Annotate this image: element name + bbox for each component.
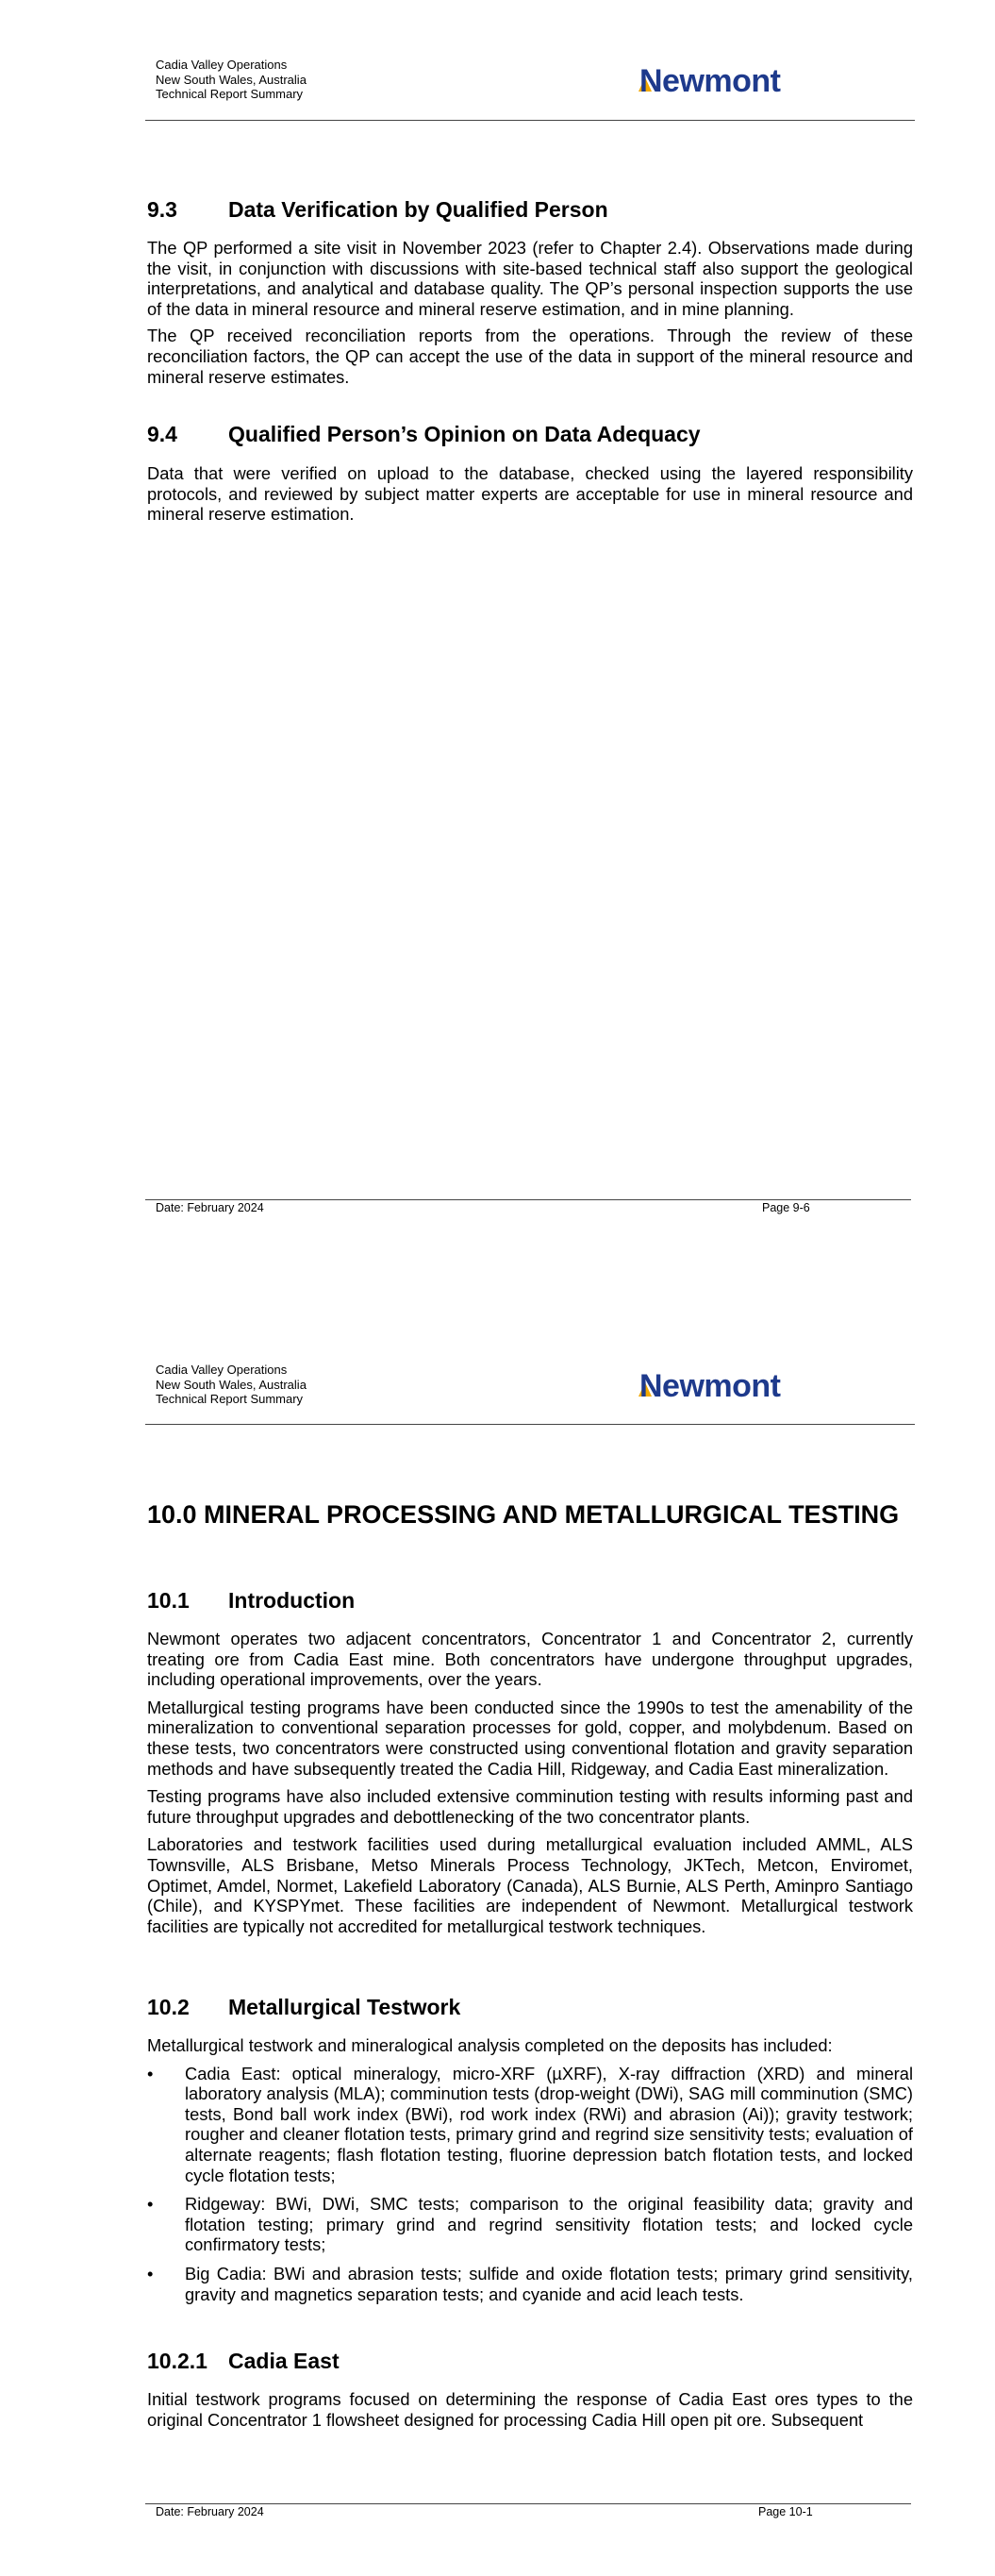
section-heading <box>147 420 913 448</box>
header-rule <box>145 120 915 121</box>
list-item-text: Cadia East: optical mineralogy, micro-XRF (µXRF), X-ray diffraction (XRD) and mineral laboratory analysis (MLA); comminution tests (drop-weight (DWi), SAG mill comminution (SMC) tests, Bond ball work index (BWi), rod work index (RWi) and abrasion (Ai)); gravity testwork; rougher and cleaner flotation tests, primary grind and regrind size sensitivity tests; evaluation of alternate reagents; flash flotation testing, fluorine depression batch flotation tests, and locked cycle flotation tests; <box>185 2063 913 2185</box>
section-title: Metallurgical Testwork <box>228 1995 461 2019</box>
logo-wordmark: Newmont <box>639 1368 781 1404</box>
section-10-2 <box>147 1993 913 2304</box>
paragraph: Data that were verified on upload to the database, checked using the layered responsibility protocols, and reviewed by subject matter experts are acceptable for use in mineral resource and mineral reserve estimation. <box>147 463 913 525</box>
header-line-report: Technical Report Summary <box>156 87 304 101</box>
footer-page-number: Page 9-6 <box>762 1201 810 1214</box>
chapter-10 <box>147 1498 913 1531</box>
footer-rule <box>145 2503 911 2504</box>
bullet-glyph: • <box>147 2063 154 2083</box>
list-item-text: Big Cadia: BWi and abrasion tests; sulfide and oxide flotation tests; primary grind sensitivity, gravity and magnetics separation tests; and cyanide and acid leach tests. <box>185 2263 913 2304</box>
footer-page-number: Page 10-1 <box>758 2505 813 2518</box>
section-number: 9.4 <box>147 422 177 446</box>
section-10-2-1 <box>147 2347 913 2430</box>
section-title: Qualified Person’s Opinion on Data Adequacy <box>228 422 701 446</box>
header-line-report: Technical Report Summary <box>156 1392 304 1406</box>
list-item <box>147 2064 913 2186</box>
paragraph: Initial testwork programs focused on determining the response of Cadia East ores types to the original Concentrator 1 flowsheet designed for processing Cadia Hill open pit ore. Subsequent <box>147 2389 913 2430</box>
newmont-logo <box>638 1367 808 1405</box>
paragraph: Metallurgical testwork and mineralogical analysis completed on the deposits has included: <box>147 2035 833 2055</box>
logo-wordmark: Newmont <box>639 63 781 99</box>
paragraph: Testing programs have also included extensive comminution testing with results informing past and future throughput upgrades and debottlenecking of the two concentrator plants. <box>147 1786 913 1827</box>
paragraph: Newmont operates two adjacent concentrators, Concentrator 1 and Concentrator 2, currently treating ore from Cadia East mine. Both concentrators have undergone throughput upgrades, including operational improvements, over the years. <box>147 1629 913 1690</box>
bullet-glyph: • <box>147 2263 154 2283</box>
page-header-text <box>156 1363 307 1407</box>
page-10-1 <box>0 1288 995 2576</box>
newmont-logo <box>638 62 808 100</box>
list-item <box>147 2264 913 2304</box>
testwork-list <box>147 2064 913 2305</box>
section-title: Introduction <box>228 1588 356 1613</box>
bullet-glyph: • <box>147 2194 154 2215</box>
section-heading <box>147 1586 913 1614</box>
paragraph: The QP received reconciliation reports from the operations. Through the review of these reconciliation factors, the QP can accept the use of the data in support of the mineral resource and mineral reserve estimates. <box>147 326 913 387</box>
section-10-1 <box>147 1586 913 1936</box>
paragraph: Metallurgical testing programs have been conducted since the 1990s to test the amenability of the mineralization to conventional separation processes for gold, copper, and molybdenum. Based on these tests, two concentrators were constructed using conventional flotation and gravity separation methods and have subsequently treated the Cadia Hill, Ridgeway, and Cadia East mineralization. <box>147 1697 913 1779</box>
header-line-location: New South Wales, Australia <box>156 72 307 87</box>
section-number: 9.3 <box>147 197 177 222</box>
section-number: 10.1 <box>147 1588 190 1613</box>
list-item <box>147 2194 913 2255</box>
header-line-operation: Cadia Valley Operations <box>156 1363 288 1377</box>
footer-date: Date: February 2024 <box>156 2505 264 2518</box>
page-header-text <box>156 58 307 102</box>
section-9-4 <box>147 420 913 525</box>
header-rule <box>145 1424 915 1425</box>
section-title: Data Verification by Qualified Person <box>228 197 608 222</box>
section-number: 10.2 <box>147 1995 190 2019</box>
chapter-title: 10.0 MINERAL PROCESSING AND METALLURGICAL TESTING <box>147 1500 900 1529</box>
section-title: Cadia East <box>228 2349 340 2373</box>
paragraph: The QP performed a site visit in November 2023 (refer to Chapter 2.4). Observations made during the visit, in conjunction with discussions with site-based technical staff also support the geological interpretations, and analytical and database quality. The QP’s personal inspection supports the use of the data in mineral resource and mineral reserve estimation, and in mine planning. <box>147 238 913 319</box>
footer-rule <box>145 1199 911 1200</box>
header-line-operation: Cadia Valley Operations <box>156 58 288 72</box>
footer-date: Date: February 2024 <box>156 1201 264 1214</box>
header-line-location: New South Wales, Australia <box>156 1377 307 1392</box>
section-heading <box>147 2347 913 2375</box>
paragraph: Laboratories and testwork facilities used during metallurgical evaluation included AMML, ALS Townsville, ALS Brisbane, Metso Minerals Process Technology, JKTech, Metcon, Enviromet, Optimet, Amdel, Normet, Lakefield Laboratory (Canada), ALS Burnie, ALS Perth, Aminpro Santiago (Chile), and KYSPYmet. These facilities are independent of Newmont. Metallurgical testwork facilities are typically not accredited for metallurgical testwork techniques. <box>147 1834 913 1936</box>
section-number: 10.2.1 <box>147 2349 207 2373</box>
list-item-text: Ridgeway: BWi, DWi, SMC tests; comparison to the original feasibility data; gravity and flotation testing; primary grind and regrind sensitivity flotation tests; and locked cycle confirmatory tests; <box>185 2194 913 2255</box>
section-heading <box>147 1993 913 2021</box>
section-9-3 <box>147 195 913 387</box>
section-heading <box>147 195 913 224</box>
